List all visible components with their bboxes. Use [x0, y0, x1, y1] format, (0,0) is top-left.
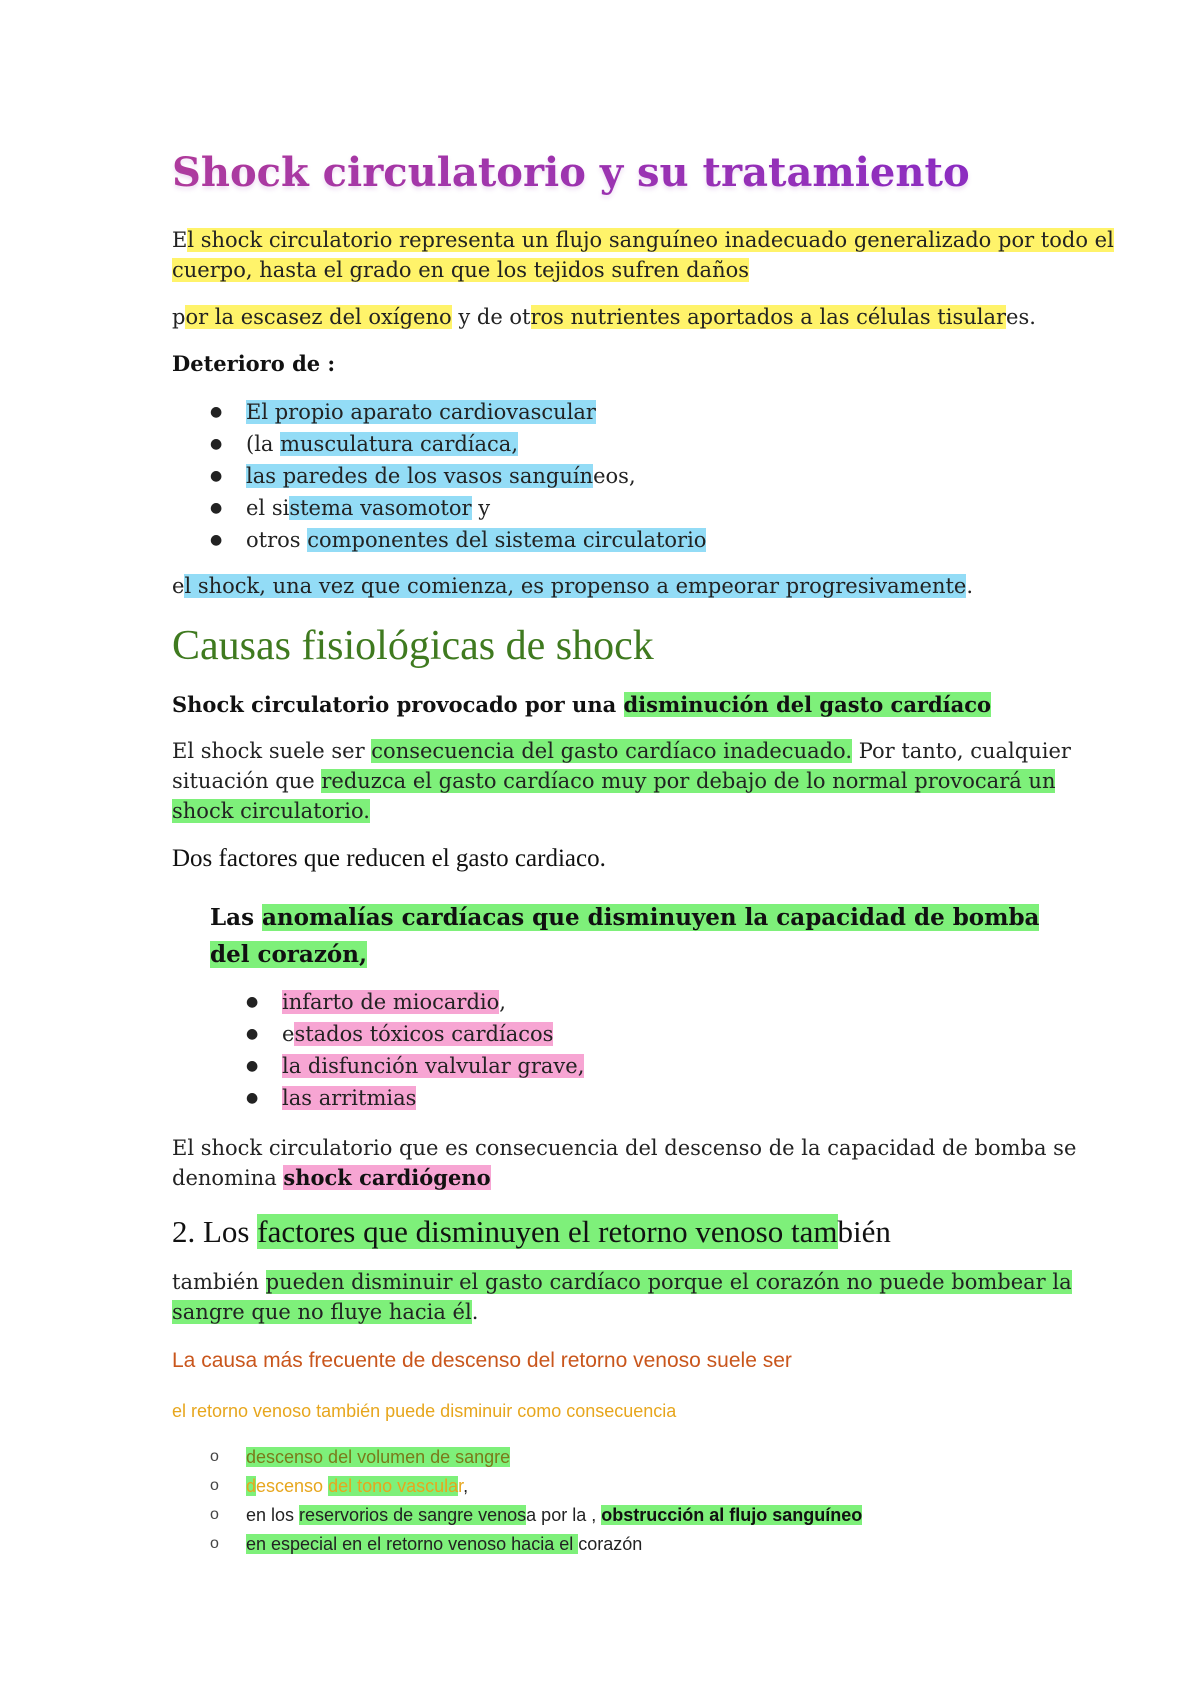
bullet-icon: ●	[210, 436, 223, 452]
bullet-icon: ●	[246, 994, 259, 1010]
gasto-par-line-1: El shock suele ser consecuencia del gasto cardíaco inadecuado. Por tanto, cualquier	[172, 739, 1071, 763]
retorno-item-3: en los reservorios de sangre venosa por la , obstrucción al flujo sanguíneo	[246, 1505, 863, 1525]
anomalias-line-1: Las anomalías cardíacas que disminuyen la capacidad de bomba	[210, 904, 1040, 931]
bullet-icon: ●	[210, 500, 223, 516]
list-item: (la musculatura cardíaca,	[246, 432, 518, 456]
retorno-item-1: descenso del volumen de sangre	[246, 1447, 511, 1467]
retorno-item-2: descenso del tono vascular,	[246, 1476, 469, 1496]
circle-bullet: o	[210, 1535, 219, 1552]
causa-frecuente-line: La causa más frecuente de descenso del retorno venoso suele ser	[172, 1349, 792, 1372]
list-item: infarto de miocardio,	[282, 990, 506, 1014]
circle-bullet: o	[210, 1448, 219, 1465]
cardiogeno-line-1: El shock circulatorio que es consecuencia del descenso de la capacidad de bomba se	[172, 1136, 1077, 1160]
deterioro-label: Deterioro de :	[172, 351, 336, 376]
gasto-par-line-2: situación que reduzca el gasto cardíaco muy por debajo de lo normal provocará un	[172, 769, 1056, 793]
document-title: Shock circulatorio y su tratamiento	[172, 149, 970, 196]
retorno-par-line-2: sangre que no fluye hacia él.	[172, 1300, 479, 1324]
list-item: la disfunción valvular grave,	[282, 1054, 585, 1078]
list-item: las paredes de los vasos sanguíneos,	[246, 464, 636, 488]
list-item: estados tóxicos cardíacos	[282, 1022, 554, 1046]
retorno-par-line-1: también pueden disminuir el gasto cardíaco porque el corazón no puede bombear la	[172, 1270, 1072, 1294]
list-item: el sistema vasomotor y	[246, 496, 491, 520]
retorno-item-4: en especial en el retorno venoso hacia el corazón	[246, 1534, 643, 1554]
intro-line-3: por la escasez del oxígeno y de otros nutrientes aportados a las células tisulares.	[172, 305, 1036, 329]
causas-heading: Causas fisiológicas de shock	[172, 623, 654, 669]
circle-bullet: o	[210, 1506, 219, 1523]
bullet-icon: ●	[210, 468, 223, 484]
list-item: otros componentes del sistema circulatorio	[246, 528, 707, 552]
bullet-icon: ●	[246, 1090, 259, 1106]
consecuencia-line: el retorno venoso también puede disminuir como consecuencia	[172, 1401, 677, 1421]
anomalias-line-2: del corazón,	[210, 941, 367, 968]
cardiogeno-line-2: denomina shock cardiógeno	[172, 1165, 491, 1190]
bullet-icon: ●	[246, 1058, 259, 1074]
progresivo-line: el shock, una vez que comienza, es propenso a empeorar progresivamente.	[172, 574, 974, 598]
bullet-icon: ●	[210, 532, 223, 548]
gasto-heading: Shock circulatorio provocado por una disminución del gasto cardíaco	[172, 692, 992, 717]
list-item: las arritmias	[282, 1086, 417, 1110]
bullet-icon: ●	[210, 404, 223, 420]
dos-factores-heading: Dos factores que reducen el gasto cardiaco.	[172, 845, 606, 872]
intro-line-2: cuerpo, hasta el grado en que los tejidos sufren daños	[172, 258, 750, 282]
bullet-icon: ●	[246, 1026, 259, 1042]
gasto-par-line-3: shock circulatorio.	[172, 799, 370, 823]
list-item: El propio aparato cardiovascular	[246, 400, 596, 424]
circle-bullet: o	[210, 1477, 219, 1494]
intro-line-1: El shock circulatorio representa un flujo sanguíneo inadecuado generalizado por todo el	[172, 228, 1114, 252]
retorno-heading: 2. Los factores que disminuyen el retorno venoso también	[172, 1214, 891, 1249]
